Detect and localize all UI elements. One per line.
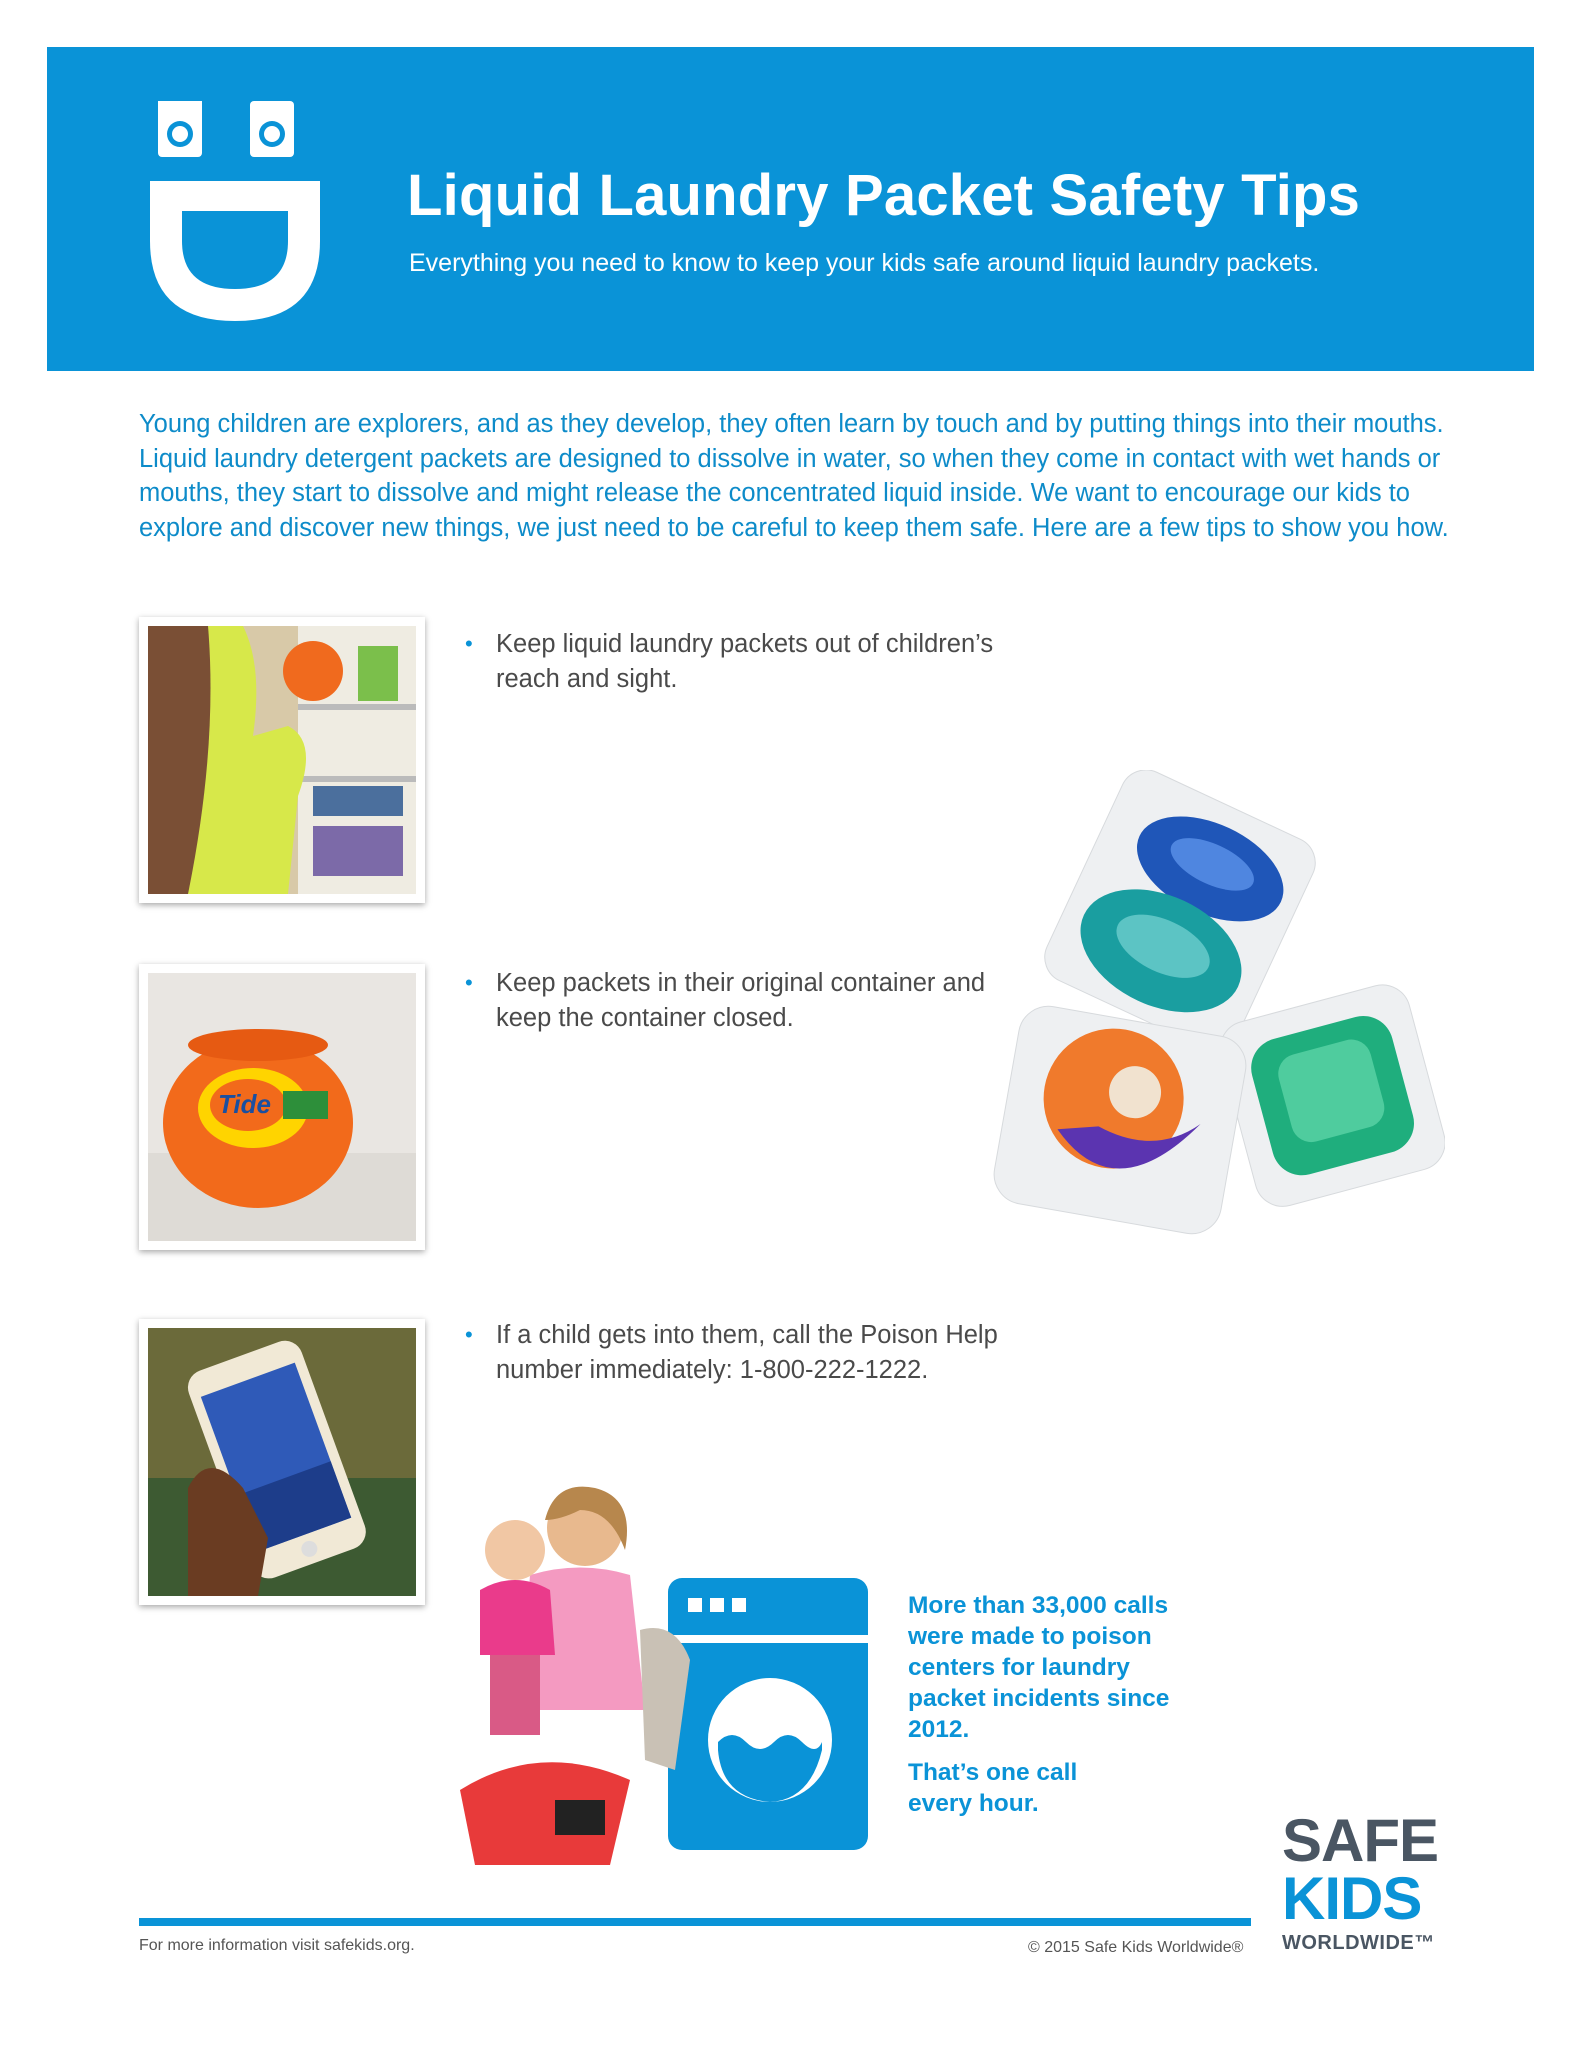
footer-divider	[139, 1918, 1251, 1926]
bullet-icon: •	[465, 631, 473, 656]
tip-text: If a child gets into them, call the Poison Help number immediately: 1-800-222-1222.	[496, 1321, 998, 1384]
tip-text: Keep packets in their original container and keep the container closed.	[496, 969, 986, 1032]
footer-copyright: © 2015 Safe Kids Worldwide®	[1028, 1939, 1244, 1956]
tip-item	[465, 966, 1065, 1035]
stat-subtext: That’s one call every hour.	[908, 1759, 1078, 1817]
header-banner	[47, 47, 1534, 371]
intro-paragraph: Young children are explorers, and as they develop, they often learn by touch and by putting things into their mouths. Liquid laundry detergent packets are designed to dissolve in water, so when they come in contact with wet hands or mouths, they start to dissolve and might release the concentrated liquid inside. We want to encourage our kids to explore and discover new things, we just need to be careful to keep them safe. Here are a few tips to show you how.	[139, 410, 1449, 542]
svg-text:Tide: Tide	[218, 1089, 271, 1119]
safe-kids-logo	[1282, 1807, 1472, 1962]
photo-shelf	[139, 617, 425, 903]
stat-callout	[908, 1590, 1208, 1819]
logo-worldwide-text: WORLDWIDE™	[1282, 1932, 1435, 1954]
logo-safe-text: SAFE	[1282, 1807, 1439, 1874]
washer-face-icon	[140, 101, 330, 331]
page-title: Liquid Laundry Packet Safety Tips	[407, 163, 1361, 228]
bullet-icon: •	[465, 970, 473, 995]
logo-kids-text: KIDS	[1282, 1865, 1422, 1932]
footer-info-text: For more information visit safekids.org.	[139, 1937, 415, 1954]
bullet-icon: •	[465, 1322, 473, 1347]
photo-container	[139, 964, 425, 1250]
family-washer-image	[460, 1480, 880, 1865]
page-subtitle: Everything you need to know to keep your kids safe around liquid laundry packets.	[409, 249, 1320, 277]
photo-phone	[139, 1319, 425, 1605]
stat-text: More than 33,000 calls were made to poison centers for laundry packet incidents since 2012.	[908, 1592, 1170, 1743]
tip-item	[465, 1318, 1065, 1387]
tip-item	[465, 627, 1065, 696]
tip-text: Keep liquid laundry packets out of children’s reach and sight.	[496, 630, 994, 693]
laundry-pods-image	[990, 770, 1445, 1240]
